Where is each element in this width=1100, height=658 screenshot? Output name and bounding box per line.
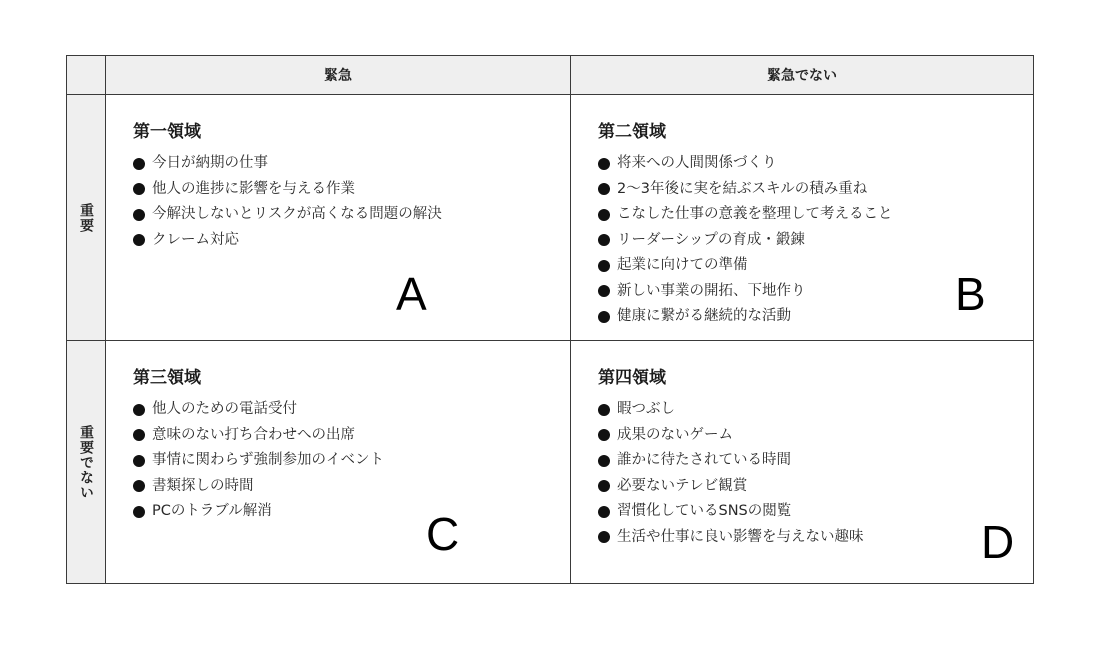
list-item-text: 他人のための電話受付 xyxy=(152,401,297,417)
quadrant-title: 第四領域 xyxy=(598,368,666,388)
bullet-icon xyxy=(133,429,145,441)
list-item xyxy=(598,423,1033,449)
list-item-text: 成果のないゲーム xyxy=(617,426,733,443)
list-item-text: 生活や仕事に良い影響を与えない趣味 xyxy=(617,528,864,545)
bullet-icon xyxy=(598,480,610,492)
list-item-text: 暇つぶし xyxy=(617,401,675,417)
quadrant-1 xyxy=(106,95,571,341)
list-item-text: 事情に関わらず強制参加のイベント xyxy=(152,452,384,468)
bullet-icon xyxy=(598,429,610,441)
bullet-icon xyxy=(133,506,145,518)
quadrant-title: 第三領域 xyxy=(133,368,201,388)
quadrant-4 xyxy=(571,341,1033,583)
list-item xyxy=(133,228,570,254)
quadrant-title: 第二領域 xyxy=(598,122,666,142)
list-item-text: こなした仕事の意義を整理して考えること xyxy=(617,206,893,222)
row-header-label: 重要 xyxy=(78,202,94,233)
list-item xyxy=(133,177,570,203)
list-item xyxy=(133,423,570,449)
column-header-label: 緊急でない xyxy=(767,68,837,84)
list-item-text: 起業に向けての準備 xyxy=(617,257,748,273)
quadrant-list xyxy=(133,397,570,525)
list-item xyxy=(598,151,1033,177)
list-item xyxy=(598,499,1033,525)
quadrant-letter: C xyxy=(426,508,460,560)
quadrant-3 xyxy=(106,341,571,583)
bullet-icon xyxy=(598,209,610,221)
bullet-icon xyxy=(133,480,145,492)
list-item-text: 今解決しないとリスクが高くなる問題の解決 xyxy=(152,206,442,222)
quadrant-letter: B xyxy=(955,268,986,320)
column-header-not-urgent xyxy=(571,56,1033,95)
bullet-icon xyxy=(598,506,610,518)
list-item xyxy=(133,499,570,525)
quadrant-letter: A xyxy=(396,268,427,320)
bullet-icon xyxy=(133,455,145,467)
bullet-icon xyxy=(598,158,610,170)
list-item-text: リーダーシップの育成・鍛錬 xyxy=(617,231,805,248)
list-item xyxy=(133,448,570,474)
list-item xyxy=(598,202,1033,228)
list-item xyxy=(598,525,1033,551)
list-item-text: 新しい事業の開拓、下地作り xyxy=(617,282,806,299)
column-header-urgent xyxy=(106,56,571,95)
row-header-label: 重要でない xyxy=(78,424,94,500)
row-header-not-important xyxy=(67,341,106,583)
list-item xyxy=(133,151,570,177)
list-item-text: 将来への人間関係づくり xyxy=(617,155,777,171)
list-item-text: 健康に繋がる継続的な活動 xyxy=(617,308,791,324)
list-item xyxy=(133,397,570,423)
list-item-text: 習慣化しているSNSの閲覧 xyxy=(617,503,792,519)
bullet-icon xyxy=(598,183,610,195)
corner-cell xyxy=(67,56,106,95)
list-item xyxy=(598,448,1033,474)
bullet-icon xyxy=(133,234,145,246)
list-item xyxy=(598,228,1033,254)
bullet-icon xyxy=(598,311,610,323)
bullet-icon xyxy=(598,285,610,297)
bullet-icon xyxy=(133,209,145,221)
bullet-icon xyxy=(133,158,145,170)
list-item-text: 必要ないテレビ観賞 xyxy=(617,477,748,494)
list-item-text: 今日が納期の仕事 xyxy=(152,155,268,171)
quadrant-list xyxy=(133,151,570,253)
list-item-text: クレーム対応 xyxy=(152,231,239,248)
list-item-text: PCのトラブル解消 xyxy=(152,503,272,519)
bullet-icon xyxy=(598,455,610,467)
list-item xyxy=(133,474,570,500)
row-header-important xyxy=(67,95,106,341)
list-item-text: 2〜3年後に実を結ぶスキルの積み重ね xyxy=(617,180,868,197)
bullet-icon xyxy=(598,404,610,416)
column-header-label: 緊急 xyxy=(324,68,352,84)
bullet-icon xyxy=(598,531,610,543)
priority-matrix xyxy=(66,55,1034,584)
list-item-text: 書類探しの時間 xyxy=(152,477,254,494)
list-item xyxy=(598,177,1033,203)
bullet-icon xyxy=(133,404,145,416)
list-item-text: 誰かに待たされている時間 xyxy=(617,452,791,468)
quadrant-title: 第一領域 xyxy=(133,122,201,142)
list-item-text: 他人の進捗に影響を与える作業 xyxy=(152,180,355,197)
list-item xyxy=(598,397,1033,423)
quadrant-letter: D xyxy=(981,516,1015,568)
quadrant-list xyxy=(598,397,1033,550)
list-item-text: 意味のない打ち合わせへの出席 xyxy=(152,426,355,443)
quadrant-2 xyxy=(571,95,1033,341)
list-item xyxy=(598,474,1033,500)
bullet-icon xyxy=(598,260,610,272)
bullet-icon xyxy=(598,234,610,246)
list-item xyxy=(133,202,570,228)
bullet-icon xyxy=(133,183,145,195)
